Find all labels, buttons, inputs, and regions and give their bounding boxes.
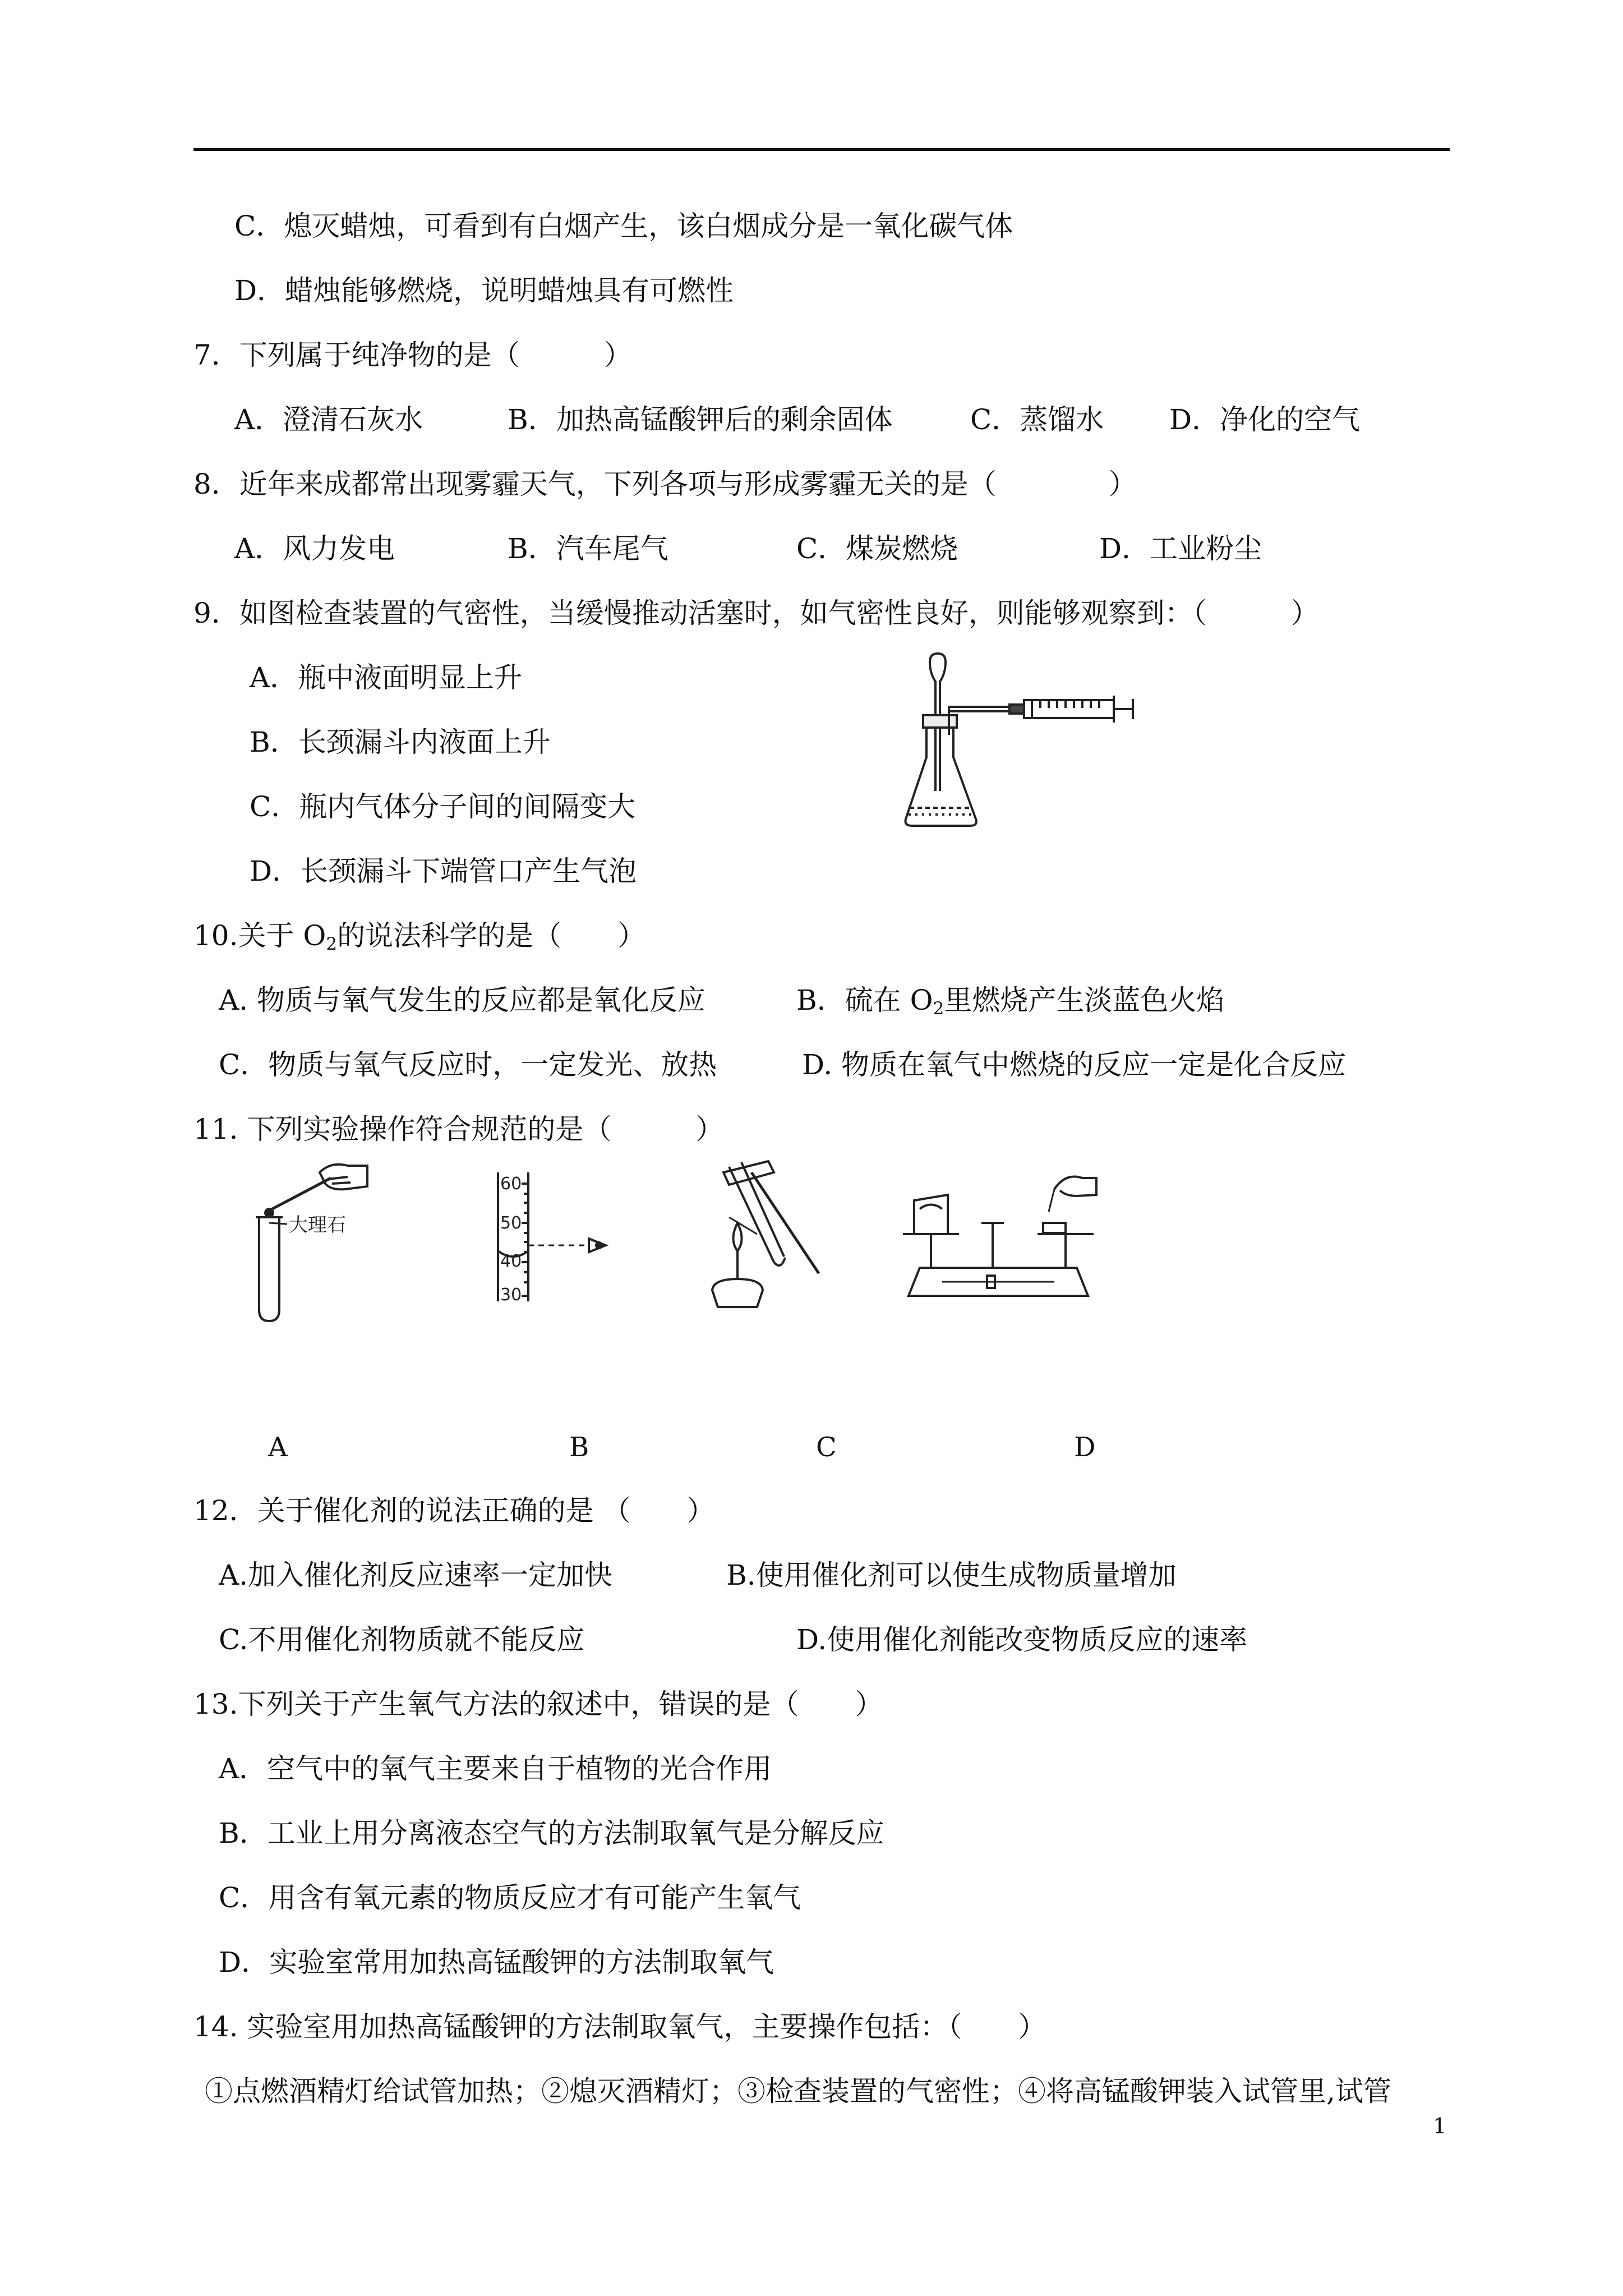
q9-stem: 9．如图检查装置的气密性，当缓慢推动活塞时，如气密性良好，则能够观察到：（ ）	[193, 597, 1319, 629]
q12-stem: 12．关于催化剂的说法正确的是 （ ）	[193, 1494, 715, 1527]
q12-option-d: D.使用催化剂能改变物质反应的速率	[796, 1623, 1248, 1656]
q12-option-b: B.使用催化剂可以使生成物质量增加	[726, 1559, 1177, 1591]
q10-option-c: C．物质与氧气反应时，一定发光、放热	[219, 1048, 717, 1081]
q9-option-c: C．瓶内气体分子间的间隔变大	[250, 790, 636, 823]
marble-label: 大理石	[289, 1214, 346, 1236]
q13-option-c: C．用含有氧元素的物质反应才有可能产生氧气	[219, 1881, 801, 1914]
cylinder-tick-30: 30	[500, 1285, 522, 1305]
q11-caption-b: B	[569, 1432, 589, 1463]
q7-stem: 7．下列属于纯净物的是（ ）	[193, 339, 632, 371]
q9-option-d: D．长颈漏斗下端管口产生气泡	[250, 855, 637, 887]
q14-stem: 14. 实验室用加热高锰酸钾的方法制取氧气，主要操作包括：（ ）	[193, 2010, 1046, 2043]
q8-option-d: D．工业粉尘	[1099, 532, 1262, 565]
q11-caption-c: C	[816, 1432, 837, 1463]
q7-option-c: C．蒸馏水	[970, 403, 1104, 436]
q10-option-b: B．硫在 $O_2$里燃烧产生淡蓝色火焰	[796, 984, 1225, 1019]
q12-option-c: C.不用催化剂物质就不能反应	[219, 1623, 585, 1656]
q13-option-b: B．工业上用分离液态空气的方法制取氧气是分解反应	[219, 1817, 884, 1849]
q14-steps: ①点燃酒精灯给试管加热；②熄灭酒精灯；③检查装置的气密性；④将高锰酸钾装入试管里,试管	[205, 2075, 1391, 2108]
q13-option-d: D．实验室常用加热高锰酸钾的方法制取氧气	[219, 1946, 774, 1978]
figure-b-cylinder	[494, 1167, 623, 1307]
figure-a-marble-tube	[236, 1156, 370, 1324]
page-number: 1	[1433, 2114, 1447, 2138]
q8-stem: 8．近年来成都常出现雾霾天气，下列各项与形成雾霾无关的是（ ）	[193, 468, 1137, 500]
q7-option-b: B．加热高锰酸钾后的剩余固体	[508, 403, 893, 436]
q11-stem: 11. 下列实验操作符合规范的是（ ）	[193, 1113, 724, 1145]
q6-option-c: C．熄灭蜡烛，可看到有白烟产生，该白烟成分是一氧化碳气体	[234, 210, 1013, 242]
q8-option-b: B．汽车尾气	[508, 532, 668, 565]
q8-option-a: A．风力发电	[234, 532, 395, 565]
q13-stem: 13.下列关于产生氧气方法的叙述中，错误的是（ ）	[193, 1688, 883, 1720]
header-rule	[193, 148, 1450, 151]
figure-d-balance	[897, 1156, 1099, 1313]
q8-option-c: C．煤炭燃烧	[796, 532, 958, 565]
q9-option-a: A．瓶中液面明显上升	[250, 661, 523, 694]
q11-caption-a: A	[268, 1432, 288, 1463]
cylinder-tick-60: 60	[500, 1174, 522, 1194]
cylinder-tick-50: 50	[500, 1213, 522, 1233]
q6-option-d: D．蜡烛能够燃烧，说明蜡烛具有可燃性	[234, 274, 734, 307]
q11-caption-d: D	[1074, 1432, 1096, 1463]
q13-option-a: A．空气中的氧气主要来自于植物的光合作用	[219, 1752, 772, 1785]
cylinder-tick-40: 40	[500, 1251, 522, 1271]
q12-option-a: A.加入催化剂反应速率一定加快	[219, 1559, 613, 1591]
q10-option-a: A. 物质与氧气发生的反应都是氧化反应	[219, 984, 706, 1016]
airtightness-apparatus-figure	[897, 651, 1144, 836]
q7-option-d: D．净化的空气	[1169, 403, 1361, 436]
q10-option-d: D. 物质在氧气中燃烧的反应一定是化合反应	[802, 1048, 1347, 1081]
q9-option-b: B．长颈漏斗内液面上升	[250, 726, 551, 758]
figure-c-heating-tube	[690, 1156, 836, 1313]
q10-stem: 10.关于 $O_2$的说法科学的是（ ）	[193, 919, 646, 954]
q7-option-a: A．澄清石灰水	[234, 403, 423, 436]
